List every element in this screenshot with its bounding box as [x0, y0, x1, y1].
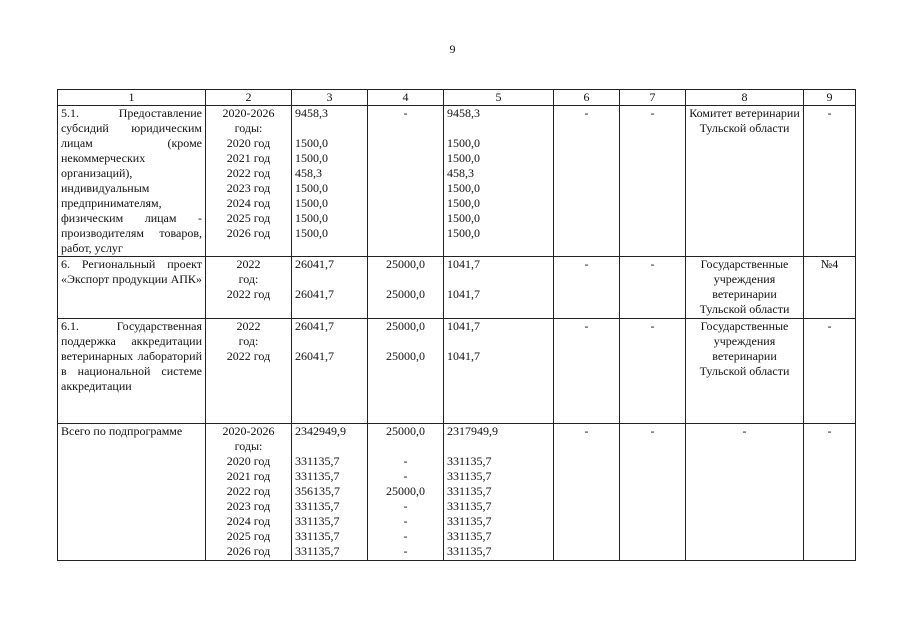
header-cell: 9 — [804, 90, 856, 106]
years-cell: 2022 год: 2022 год — [206, 319, 292, 424]
row-name: 6.1. Государственная поддержка аккредитации ветеринарных лабораторий в национальной системе аккредитации — [58, 319, 206, 424]
federal-cell: - — [368, 106, 444, 257]
col9-cell: №4 — [804, 257, 856, 319]
total-cell: 9458,3 1500,0 1500,0 458,3 1500,0 1500,0 1500,0 1500,0 — [292, 106, 368, 257]
header-cell: 7 — [620, 90, 686, 106]
header-cell: 5 — [444, 90, 554, 106]
table-row — [58, 319, 856, 424]
regional-cell: 1041,7 1041,7 — [444, 319, 554, 424]
col6-cell: - — [554, 257, 620, 319]
row-name: Всего по подпрограмме — [58, 424, 206, 561]
total-cell: 26041,7 26041,7 — [292, 319, 368, 424]
table-row — [58, 257, 856, 319]
header-cell: 8 — [686, 90, 804, 106]
executor-cell: Государственные учреждения ветеринарии Тульской области — [686, 319, 804, 424]
col7-cell: - — [620, 106, 686, 257]
header-row — [58, 90, 856, 106]
federal-cell: 25000,0 25000,0 — [368, 319, 444, 424]
years-cell: 2020-2026 годы: 2020 год 2021 год 2022 год 2023 год 2024 год 2025 год 2026 год — [206, 424, 292, 561]
executor-cell: - — [686, 424, 804, 561]
col6-cell: - — [554, 319, 620, 424]
federal-cell: 25000,0 25000,0 — [368, 257, 444, 319]
row-name: 5.1. Предоставление субсидий юридическим лицам (кроме некоммерческих организаций), индивидуальным предпринимателям, физическим лицам - производителям товаров, работ, услуг — [58, 106, 206, 257]
header-cell: 1 — [58, 90, 206, 106]
regional-cell: 9458,3 1500,0 1500,0 458,3 1500,0 1500,0 1500,0 1500,0 — [444, 106, 554, 257]
executor-cell: Комитет ветеринарии Тульской области — [686, 106, 804, 257]
table-row — [58, 106, 856, 257]
col6-cell: - — [554, 106, 620, 257]
total-cell: 26041,7 26041,7 — [292, 257, 368, 319]
years-cell: 2020-2026 годы: 2020 год 2021 год 2022 год 2023 год 2024 год 2025 год 2026 год — [206, 106, 292, 257]
col9-cell: - — [804, 424, 856, 561]
table-row — [58, 424, 856, 561]
col7-cell: - — [620, 424, 686, 561]
regional-cell: 2317949,9 331135,7 331135,7 331135,7 331135,7 331135,7 331135,7 331135,7 — [444, 424, 554, 561]
header-cell: 2 — [206, 90, 292, 106]
col7-cell: - — [620, 319, 686, 424]
subprogram-table — [57, 89, 856, 561]
col6-cell: - — [554, 424, 620, 561]
page-number: 9 — [449, 42, 456, 56]
header-cell: 4 — [368, 90, 444, 106]
federal-cell: 25000,0 - - 25000,0 - - - - — [368, 424, 444, 561]
header-cell: 6 — [554, 90, 620, 106]
row-name: 6. Региональный проект «Экспорт продукции АПК» — [58, 257, 206, 319]
col7-cell: - — [620, 257, 686, 319]
header-cell: 3 — [292, 90, 368, 106]
regional-cell: 1041,7 1041,7 — [444, 257, 554, 319]
total-cell: 2342949,9 331135,7 331135,7 356135,7 331135,7 331135,7 331135,7 331135,7 — [292, 424, 368, 561]
col9-cell: - — [804, 319, 856, 424]
executor-cell: Государственные учреждения ветеринарии Тульской области — [686, 257, 804, 319]
years-cell: 2022 год: 2022 год — [206, 257, 292, 319]
col9-cell: - — [804, 106, 856, 257]
